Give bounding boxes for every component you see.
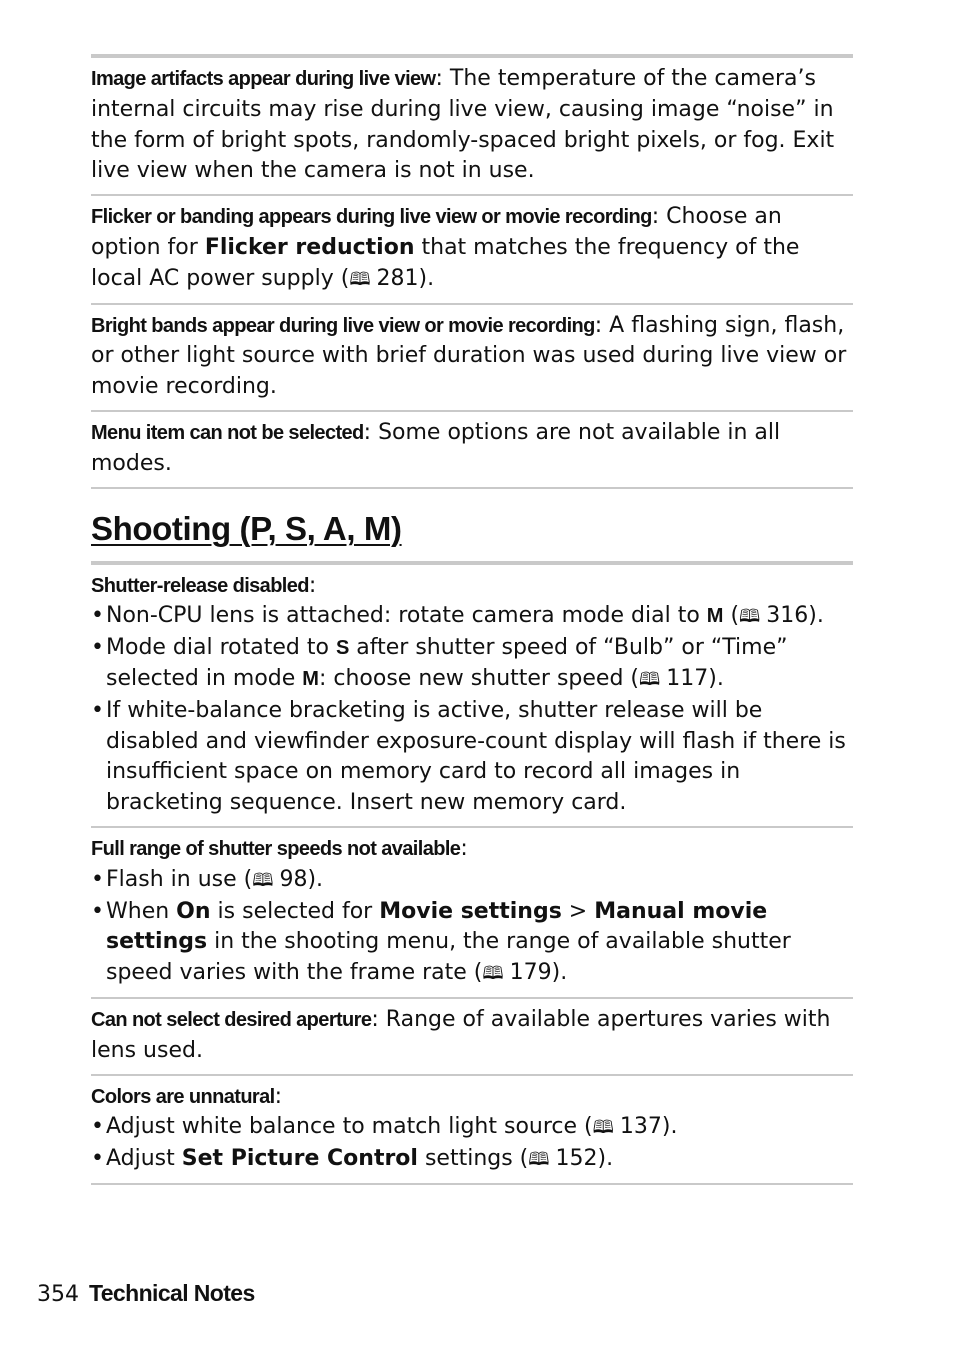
book-icon: 🕮 <box>592 1117 613 1139</box>
list-item <box>91 633 853 696</box>
entry-text: : A flashing sign, flash, or other light source with brief duration was used during live view or movie recording. <box>91 312 847 400</box>
entry-shutter-speeds <box>91 828 853 997</box>
item-text: ( <box>723 603 740 629</box>
entry-menu-item <box>91 412 853 487</box>
entry-term: Menu item can not be selected <box>91 421 364 444</box>
entry-aperture <box>91 999 853 1074</box>
item-text: settings ( <box>417 1146 529 1172</box>
page-reference: 137 <box>619 1114 662 1140</box>
entry-flicker <box>91 196 853 302</box>
item-text: ). <box>708 665 724 691</box>
menu-item-name: Set Picture Control <box>181 1146 418 1172</box>
entry-image-artifacts <box>91 58 853 194</box>
entry-bright-bands <box>91 305 853 410</box>
book-icon: 🕮 <box>739 606 760 628</box>
item-text: ). <box>551 960 568 986</box>
entry-term: Image artifacts appear during live view <box>91 68 436 90</box>
entry-term: Shutter-release disabled <box>91 574 309 597</box>
item-text: ). <box>597 1146 614 1172</box>
entry-term: Bright bands appear during live view or movie recording <box>91 314 595 337</box>
entry-text: : <box>308 572 317 598</box>
entry-term: Flicker or banding appears during live view or movie recording <box>91 206 652 229</box>
entry-term: Full range of shutter speeds not available <box>91 837 461 860</box>
bullet-list <box>91 1112 853 1176</box>
list-item <box>91 601 853 633</box>
item-text: Mode dial rotated to <box>106 635 336 661</box>
entry-text: : <box>460 835 468 861</box>
bullet-list <box>91 865 853 990</box>
book-icon: 🕮 <box>482 963 503 985</box>
list-item <box>91 696 853 819</box>
chapter-title: Technical Notes <box>89 1280 255 1306</box>
item-text: is selected for <box>210 898 380 924</box>
menu-item-name: Movie settings <box>379 898 562 924</box>
item-text: Adjust white balance to match light source ( <box>106 1114 593 1140</box>
item-text: ). <box>307 866 324 892</box>
list-item <box>91 897 853 990</box>
entry-shutter-release <box>91 565 853 826</box>
item-text: ). <box>808 603 824 629</box>
entry-text: : <box>274 1083 283 1109</box>
page-reference: 316 <box>766 603 809 629</box>
mode-label: M <box>706 605 724 628</box>
item-text: If white-balance bracketing is active, shutter release will be disabled and viewfinder exposure-count display will flash if there is insufficient space on memory card to record all images in bracketing sequence. Insert new memory card. <box>106 697 846 816</box>
entry-term: Colors are unnatural <box>91 1085 275 1108</box>
list-item <box>91 1112 853 1144</box>
entry-text: : Some options are not available in all modes. <box>91 419 781 476</box>
page-reference: 117 <box>666 665 709 691</box>
item-text: : choose new shutter speed ( <box>318 665 639 691</box>
item-text: Adjust <box>106 1146 182 1172</box>
item-text: after shutter speed of “Bulb” or “Time” selected in mode <box>106 635 788 691</box>
page-content <box>91 54 853 1185</box>
entry-text: that matches the frequency of the local AC power supply ( <box>91 234 800 291</box>
list-item <box>91 865 853 897</box>
book-icon: 🕮 <box>528 1149 549 1171</box>
page-reference: 152 <box>555 1146 598 1172</box>
book-icon: 🕮 <box>252 869 273 891</box>
page-reference: 281 <box>376 265 419 291</box>
page-reference: 179 <box>509 960 552 986</box>
entry-colors <box>91 1076 853 1183</box>
book-icon: 🕮 <box>639 668 660 690</box>
page-footer <box>37 1278 255 1311</box>
page-number: 354 <box>37 1282 79 1307</box>
item-text: When <box>106 898 177 924</box>
item-text: > <box>561 898 595 924</box>
entry-term: Can not select desired aperture <box>91 1008 372 1031</box>
item-text: ). <box>661 1114 678 1140</box>
bullet-list <box>91 601 853 819</box>
section-title: Shooting (P, S, A, M) <box>91 509 402 547</box>
item-text: Flash in use ( <box>106 866 253 892</box>
item-text: Non-CPU lens is attached: rotate camera mode dial to <box>106 603 707 629</box>
entry-text: : Choose an option for <box>91 204 782 260</box>
menu-item-name: Flicker reduction <box>204 234 415 260</box>
divider <box>91 1183 853 1185</box>
page-reference: 98 <box>279 866 308 892</box>
entry-text: : Range of available apertures varies with lens used. <box>91 1006 831 1063</box>
list-item <box>91 1144 853 1176</box>
menu-item-name: Manual movie settings <box>106 898 768 955</box>
mode-label: S <box>335 637 350 660</box>
setting-value: On <box>176 898 211 924</box>
entry-text: ). <box>418 265 435 291</box>
item-text: in the shooting menu, the range of available shutter speed varies with the frame rate ( <box>106 929 791 986</box>
book-icon: 🕮 <box>349 268 370 290</box>
mode-label: M <box>302 667 319 690</box>
entry-text: : The temperature of the camera’s internal circuits may rise during live view, causing image “noise” in the form of bright spots, randomly-spaced bright pixels, or fog. Exit live view when the camera is not in use. <box>91 66 835 184</box>
